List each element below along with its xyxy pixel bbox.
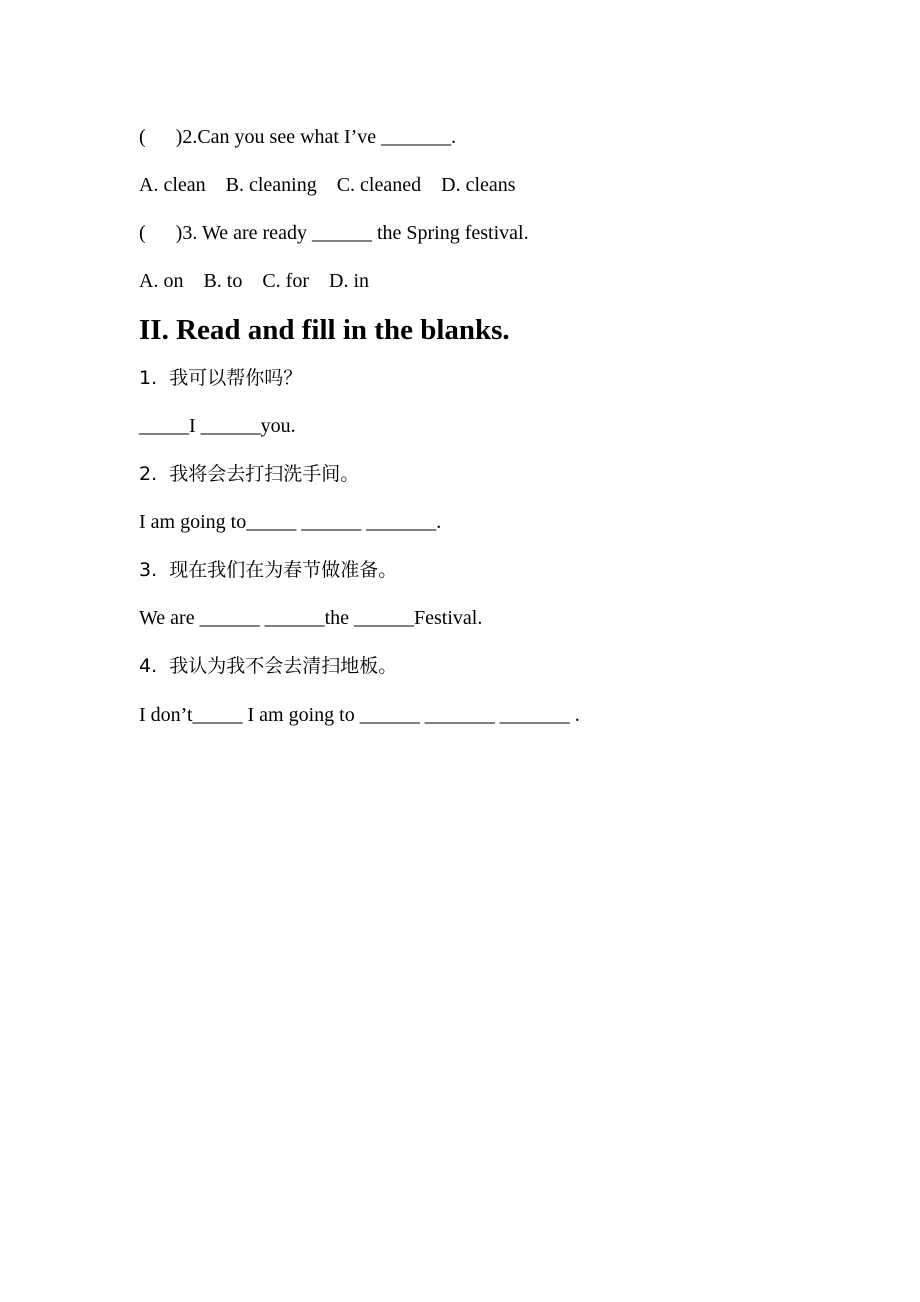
question-3-stem: ( )3. We are ready ______ the Spring festival. (139, 222, 529, 244)
item-4-chinese: 4. 我认为我不会去清扫地板。 (139, 655, 398, 677)
item-3-english: We are ______ ______the ______Festival. (139, 607, 483, 629)
item-2-english: I am going to_____ ______ _______. (139, 511, 442, 533)
section-2-heading: II. Read and fill in the blanks. (139, 314, 510, 346)
question-3-options: A. on B. to C. for D. in (139, 270, 369, 292)
question-2-stem: ( )2.Can you see what I’ve _______. (139, 126, 457, 148)
item-1-chinese: 1. 我可以帮你吗？ (139, 367, 303, 389)
item-2-chinese: 2. 我将会去打扫洗手间。 (139, 463, 360, 485)
question-2-options: A. clean B. cleaning C. cleaned D. cleans (139, 174, 516, 196)
item-4-english: I don’t_____ I am going to ______ _______ _______ . (139, 704, 580, 726)
item-3-chinese: 3. 现在我们在为春节做准备。 (139, 559, 398, 581)
item-1-english: _____I ______you. (139, 415, 296, 437)
